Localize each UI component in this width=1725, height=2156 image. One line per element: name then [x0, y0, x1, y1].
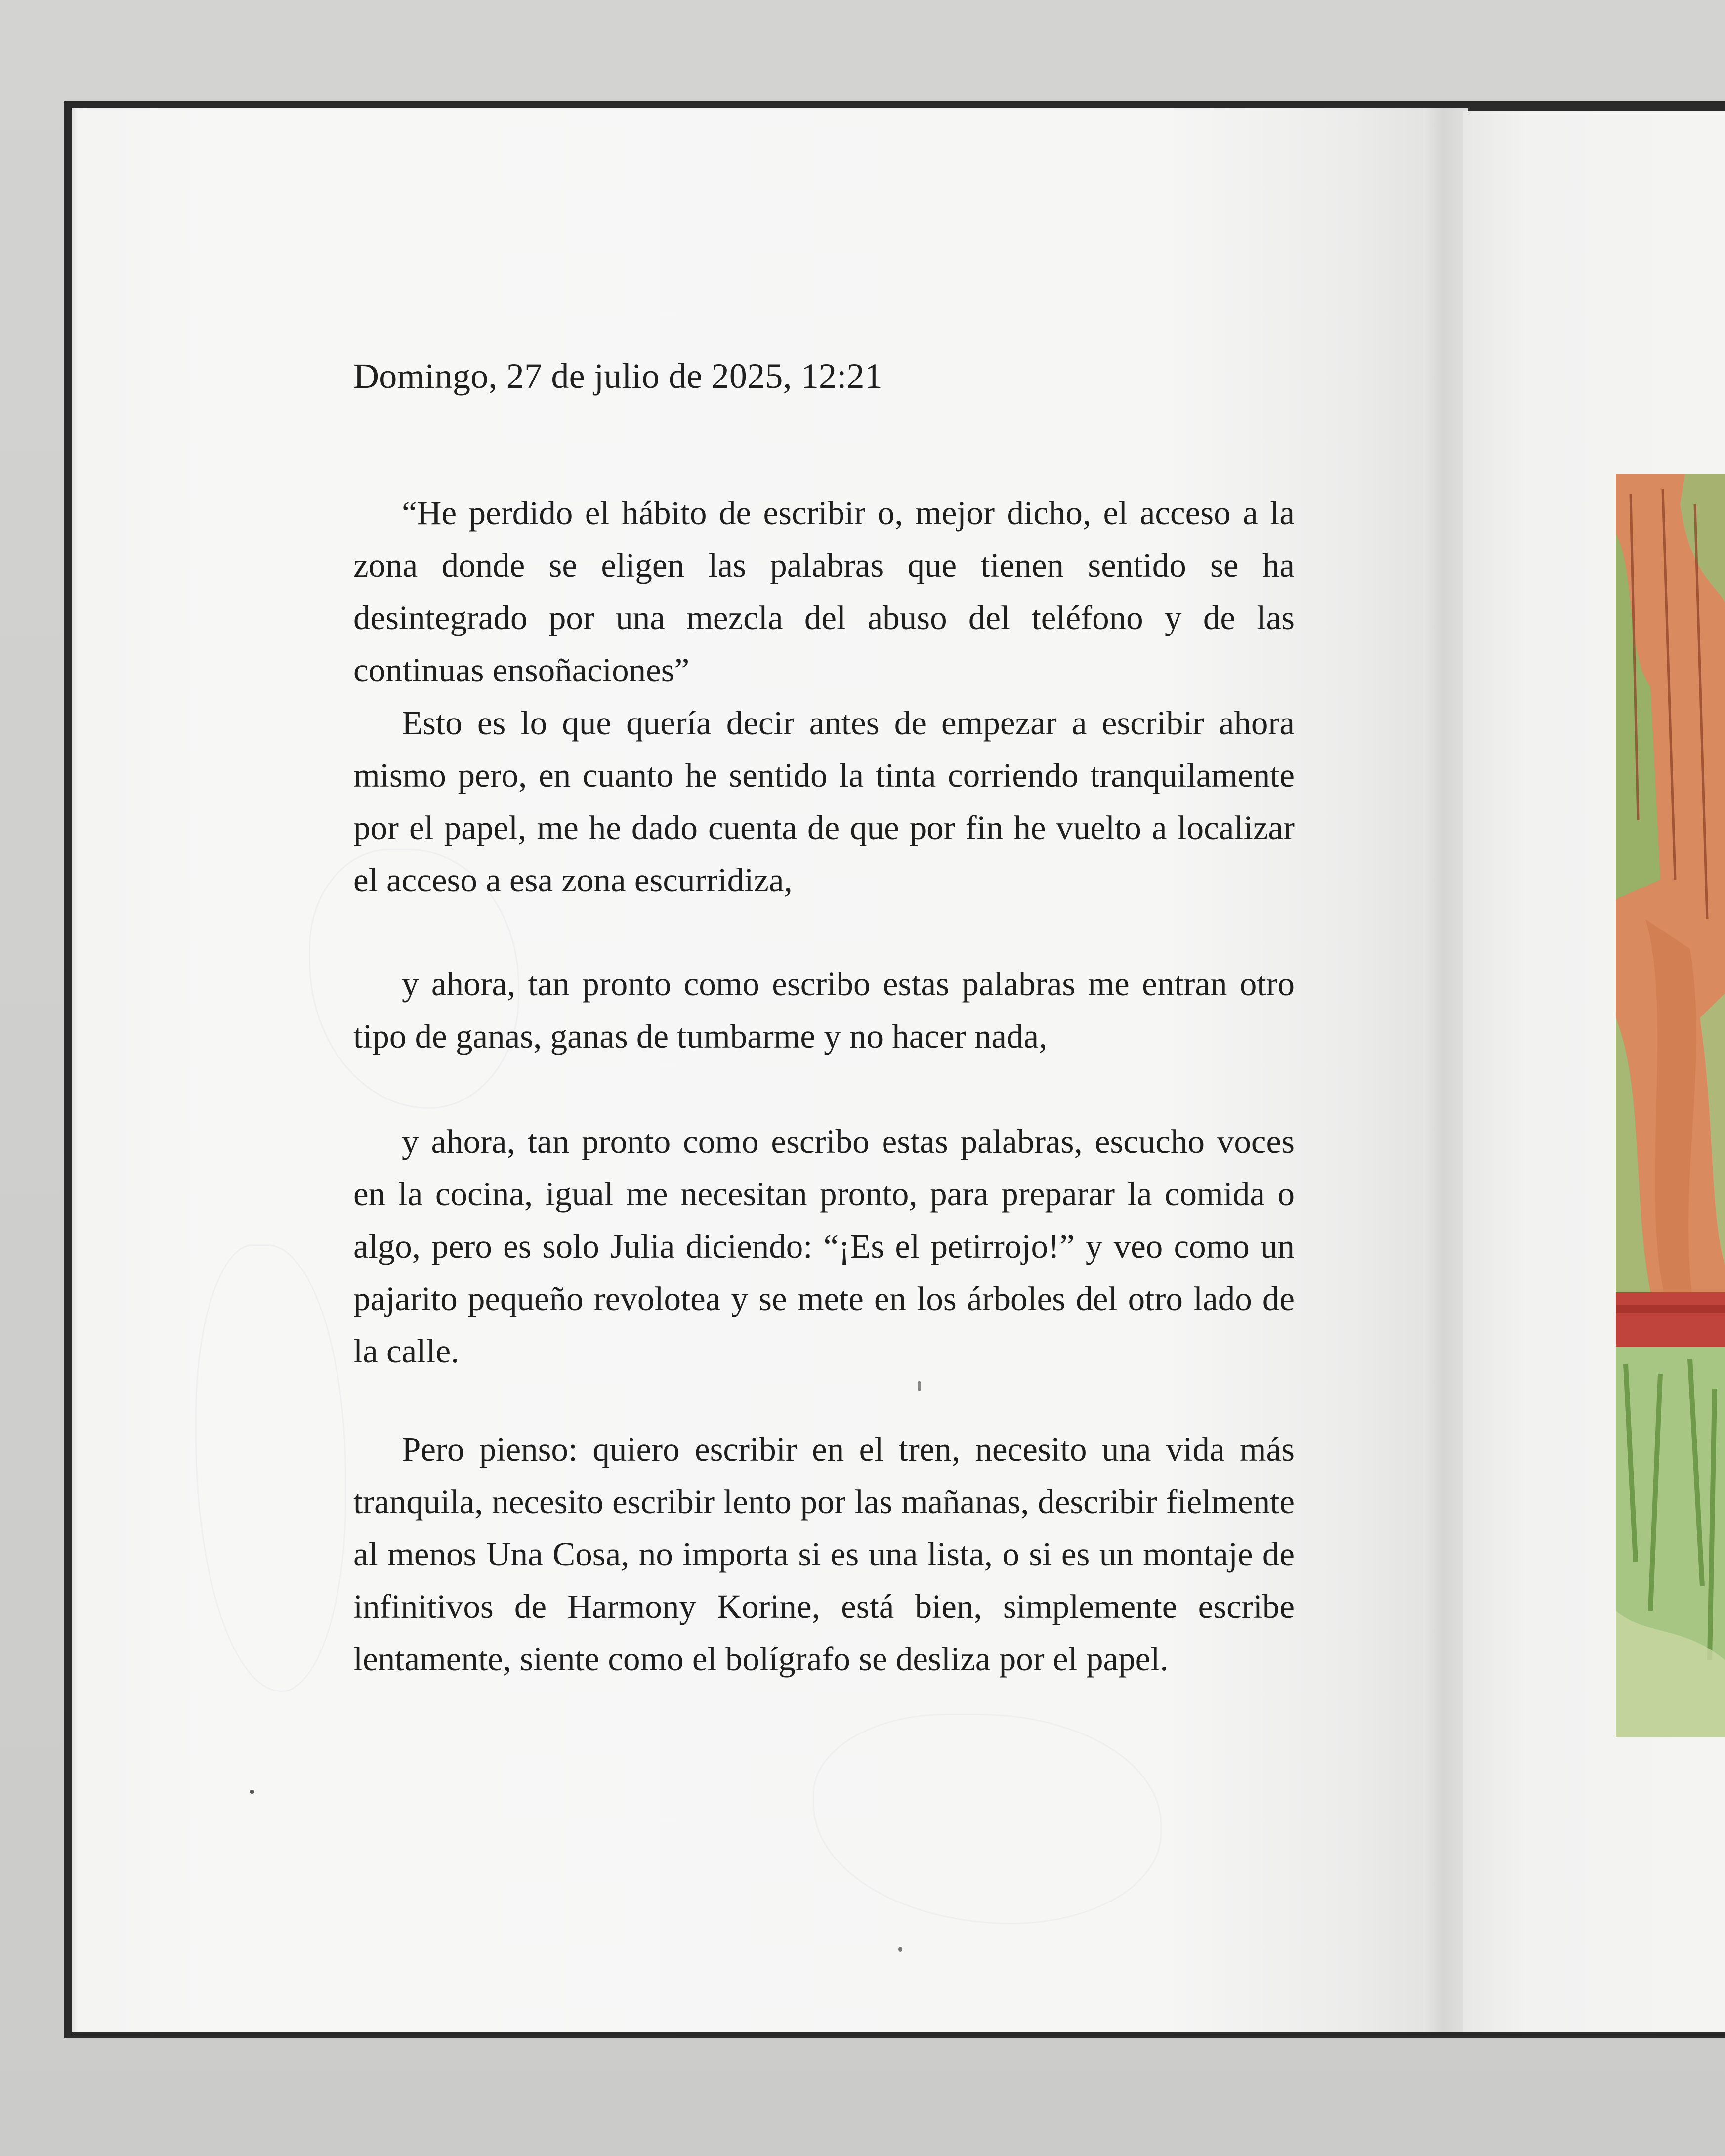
dust-speck: [918, 1381, 921, 1391]
date-heading: Domingo, 27 de julio de 2025, 12:21: [353, 356, 883, 396]
paragraph-3: [353, 958, 1295, 1062]
book-gutter: [1423, 108, 1468, 2032]
paragraph-4: [353, 1115, 1295, 1377]
illustration-drawing: [1616, 474, 1725, 1737]
paragraph-text: y ahora, tan pronto como escribo estas palabras me entran otro tipo de ganas, ganas de tumbarme y no hacer nada,: [353, 965, 1295, 1055]
dust-speck: [250, 1790, 254, 1794]
paragraph-text: Pero pienso: quiero escribir en el tren, necesito una vida más tranquila, necesito escribir lento por las mañanas, describir fielmente al menos Una Cosa, no importa si es una lista, o si es un montaje de infinitivos de Harmony Korine, está bien, simplemente escribe lentamente, siente como el bolígrafo se desliza por el papel.: [353, 1431, 1295, 1678]
paragraph-text: Esto es lo que quería decir antes de empezar a escribir ahora mismo pero, en cuanto he sentido la tinta corriendo tranquilamente por el papel, me he dado cuenta de que por fin he vuelto a localizar el acceso a esa zona escurridiza,: [353, 704, 1295, 899]
paragraph-text: “He perdido el hábito de escribir o, mejor dicho, el acceso a la zona donde se eligen las palabras que tienen sentido se ha desintegrado por una mezcla del abuso del teléfono y de las continuas ensoñaciones”: [353, 494, 1295, 689]
paragraph-text: y ahora, tan pronto como escribo estas palabras, escucho voces en la cocina, igual me necesitan pronto, para preparar la comida o algo, pero es solo Julia diciendo: “¡Es el petirrojo!” y veo como un pajarito pequeño revolotea y se mete en los árboles del otro lado de la calle.: [353, 1123, 1295, 1370]
right-page: [1463, 111, 1725, 2032]
page-edge: [72, 108, 79, 2032]
show-through-sketch: [813, 1714, 1162, 1924]
show-through-sketch: [195, 1244, 346, 1692]
watercolor-illustration: [1616, 474, 1725, 1737]
paragraph-1: [353, 487, 1295, 696]
paragraph-5: [353, 1423, 1295, 1685]
dust-speck: [898, 1947, 902, 1952]
paragraph-2: [353, 697, 1295, 906]
